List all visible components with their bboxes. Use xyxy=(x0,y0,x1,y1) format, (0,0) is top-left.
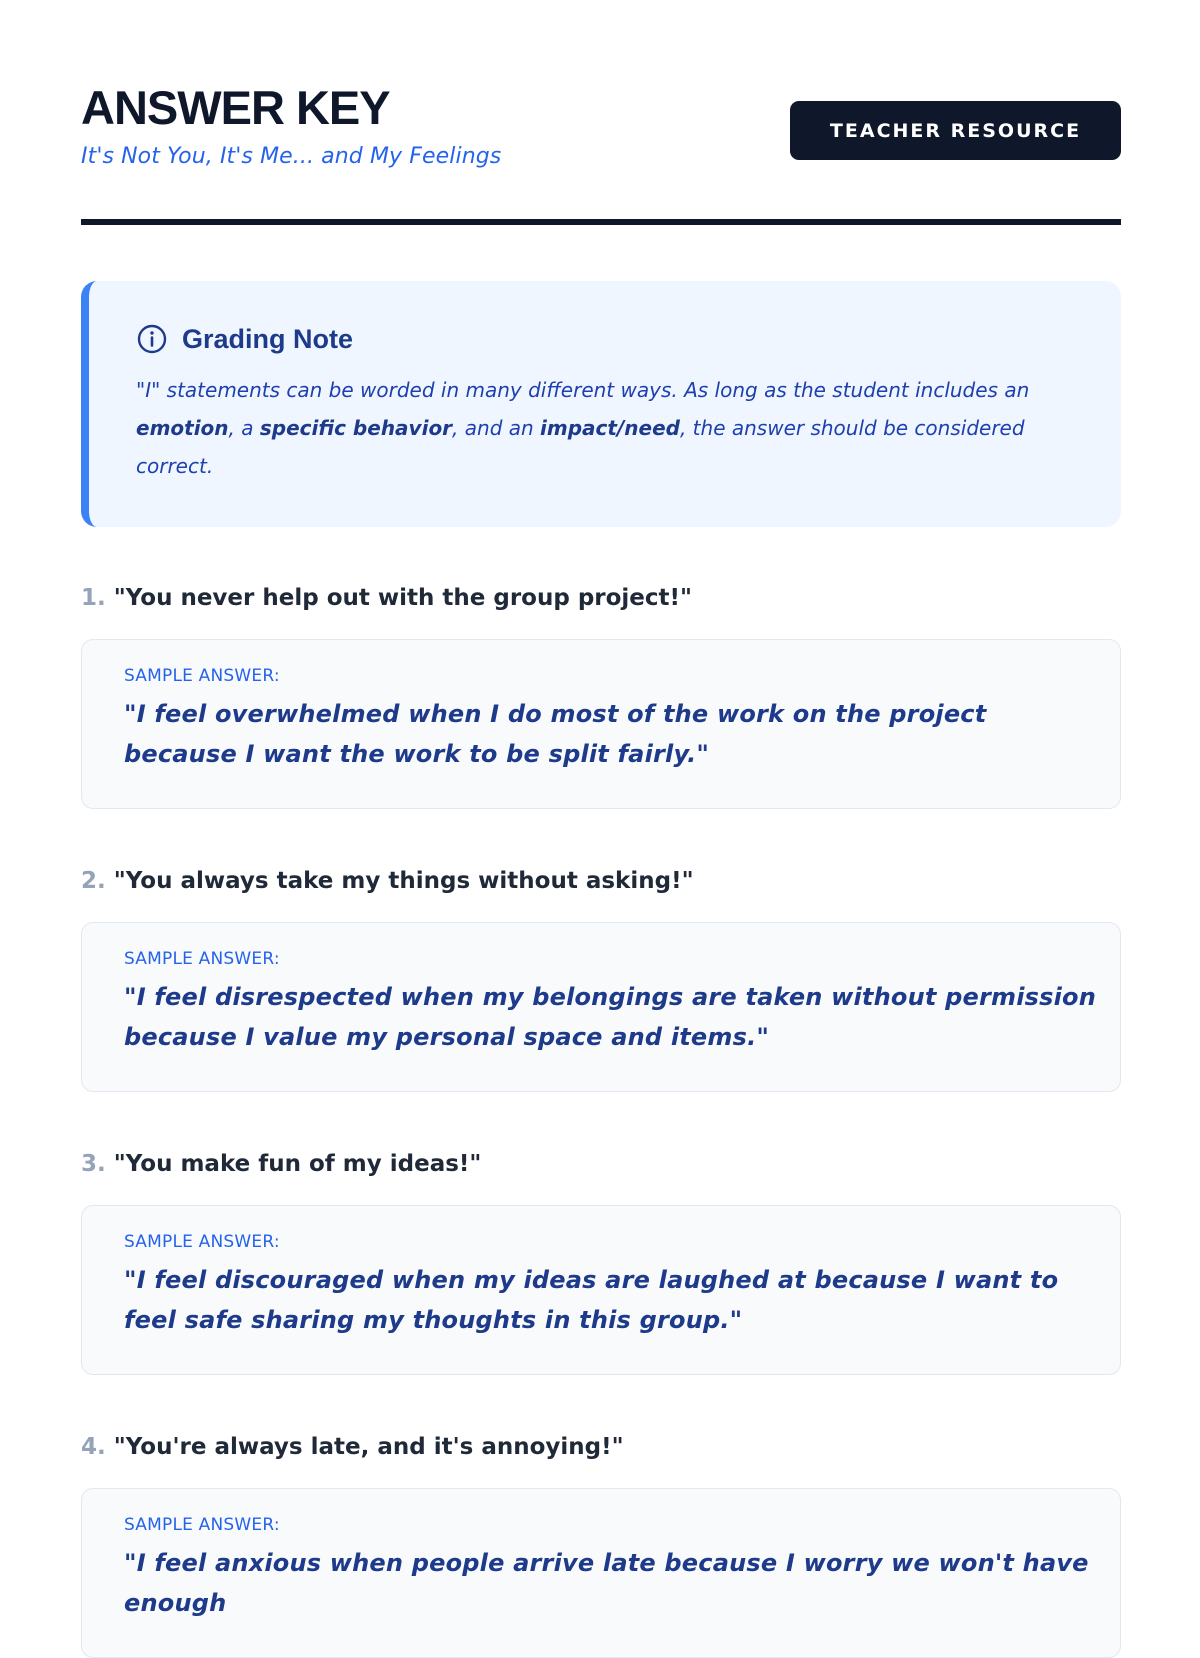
question-number: 2. xyxy=(81,868,106,894)
question-text: "You make fun of my ideas!" xyxy=(113,1151,482,1177)
info-icon xyxy=(136,323,168,355)
note-emphasis-impact: impact/need xyxy=(540,416,680,440)
question-prompt xyxy=(81,585,1121,611)
sample-answer-label: SAMPLE ANSWER: xyxy=(124,1232,280,1252)
question-prompt xyxy=(81,1151,1121,1177)
note-text-part: , the answer should be considered correct. xyxy=(136,416,1025,478)
teacher-resource-badge: TEACHER RESOURCE xyxy=(790,101,1121,160)
sample-answer-label: SAMPLE ANSWER: xyxy=(124,666,280,686)
sample-answer-box xyxy=(81,922,1121,1092)
grading-note-header xyxy=(136,323,1081,355)
sample-answer-text: "I feel overwhelmed when I do most of the work on the project because I want the work to be split fairly." xyxy=(124,700,987,768)
question-item xyxy=(81,868,1121,1092)
note-text-part: "I" statements can be worded in many different ways. As long as the student includes an xyxy=(136,378,1030,402)
question-text: "You're always late, and it's annoying!" xyxy=(113,1434,624,1460)
note-text-part: , a xyxy=(228,416,260,440)
sample-answer-box xyxy=(81,1205,1121,1375)
question-text: "You never help out with the group project!" xyxy=(113,585,693,611)
note-emphasis-behavior: specific behavior xyxy=(259,416,453,440)
sample-answer-text: "I feel anxious when people arrive late because I worry we won't have enough xyxy=(124,1549,1089,1617)
note-text-part: , and an xyxy=(452,416,541,440)
sample-answer-label: SAMPLE ANSWER: xyxy=(124,1515,280,1535)
sample-answer-box xyxy=(81,1488,1121,1658)
question-text: "You always take my things without asking!" xyxy=(113,868,694,894)
grading-note xyxy=(81,281,1121,527)
grading-note-text xyxy=(136,371,1081,485)
question-number: 1. xyxy=(81,585,106,611)
question-item xyxy=(81,1434,1121,1658)
grading-note-title: Grading Note xyxy=(182,323,354,354)
note-emphasis-emotion: emotion xyxy=(136,416,229,440)
sample-answer-text: "I feel disrespected when my belongings are taken without permission because I value my personal space and items." xyxy=(124,983,1096,1051)
question-prompt xyxy=(81,1434,1121,1460)
question-item xyxy=(81,585,1121,809)
header xyxy=(81,81,1121,169)
page-subtitle: It's Not You, It's Me... and My Feelings xyxy=(81,144,502,169)
page-title: ANSWER KEY xyxy=(81,81,390,134)
question-item xyxy=(81,1151,1121,1375)
sample-answer-label: SAMPLE ANSWER: xyxy=(124,949,280,969)
question-number: 4. xyxy=(81,1434,106,1460)
question-prompt xyxy=(81,868,1121,894)
sample-answer-box xyxy=(81,639,1121,809)
sample-answer-text: "I feel discouraged when my ideas are laughed at because I want to feel safe sharing my thoughts in this group." xyxy=(124,1266,1059,1334)
header-divider xyxy=(81,219,1121,225)
question-number: 3. xyxy=(81,1151,106,1177)
